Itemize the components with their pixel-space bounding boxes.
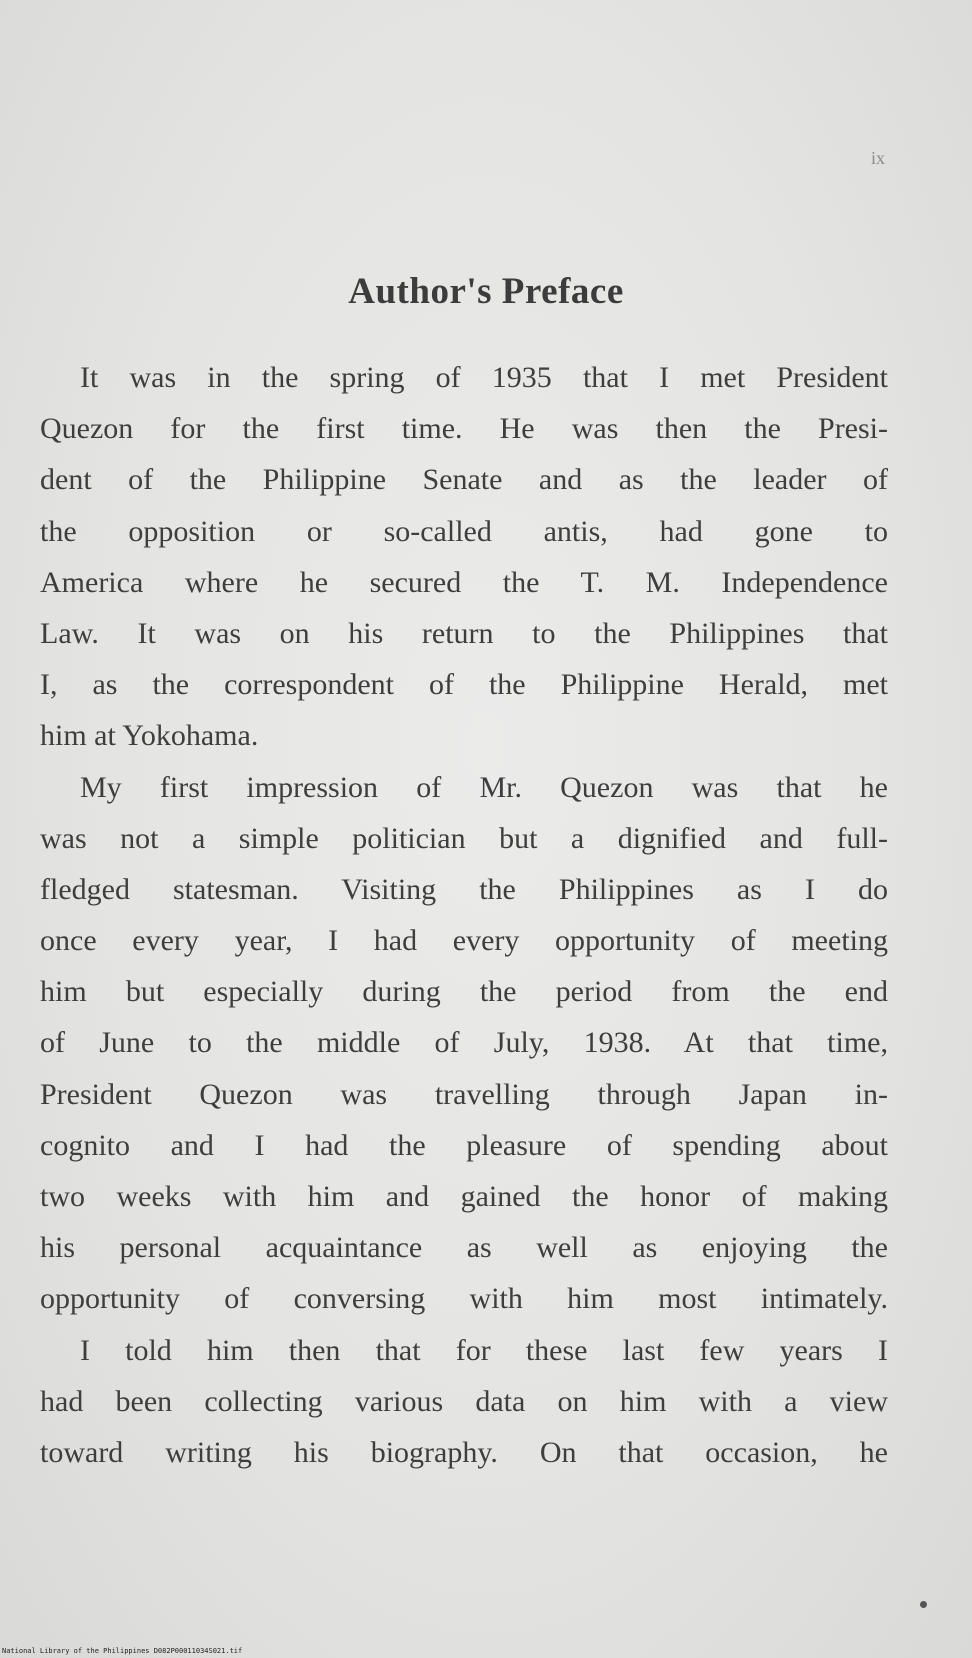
paragraph-2-line-11: opportunity of conversing with him most intimately. [40, 1282, 888, 1316]
scan-footer: National Library of the Philippines D082P00011034S021.tif [2, 1647, 243, 1655]
paragraph-1-line-5: America where he secured the T. M. Independence [40, 565, 888, 599]
paragraph-3-line-1: I told him then that for these last few years I [80, 1333, 888, 1367]
paragraph-2-line-10: his personal acquaintance as well as enjoying the [40, 1231, 888, 1265]
paragraph-1-line-4: the opposition or so-called antis, had gone to [40, 514, 888, 548]
paragraph-1-line-7: I, as the correspondent of the Philippine Herald, met [40, 668, 888, 702]
page-number: ix [871, 148, 886, 168]
paragraph-2-line-7: President Quezon was travelling through Japan in- [40, 1077, 888, 1111]
paragraph-2-line-4: once every year, I had every opportunity of meeting [40, 924, 888, 958]
ink-dot-mark [920, 1601, 927, 1608]
paragraph-1-line-6: Law. It was on his return to the Philippines that [40, 616, 888, 650]
paragraph-1-line-1: It was in the spring of 1935 that I met President [80, 361, 888, 394]
paragraph-2-line-6: of June to the middle of July, 1938. At that time, [40, 1026, 888, 1060]
paragraph-1-line-2: Quezon for the first time. He was then the Presi- [40, 412, 888, 446]
paragraph-1-line-3: dent of the Philippine Senate and as the leader of [40, 463, 888, 497]
paragraph-3-line-3: toward writing his biography. On that occasion, he [40, 1435, 888, 1469]
paragraph-2-line-5: him but especially during the period from the end [40, 975, 888, 1009]
paragraph-2-line-9: two weeks with him and gained the honor of making [40, 1180, 888, 1213]
page-title: Author's Preface [348, 271, 624, 312]
paragraph-2-line-3: fledged statesman. Visiting the Philippines as I do [40, 872, 888, 906]
paragraph-2-line-8: cognito and I had the pleasure of spending about [40, 1128, 888, 1162]
paragraph-2-line-2: was not a simple politician but a dignified and full- [40, 821, 888, 855]
preface-body [40, 352, 888, 1478]
paragraph-1-line-8: him at Yokohama. [40, 719, 259, 753]
paragraph-2-line-1: My first impression of Mr. Quezon was that he [80, 770, 888, 804]
paragraph-3-line-2: had been collecting various data on him with a view [40, 1384, 888, 1418]
